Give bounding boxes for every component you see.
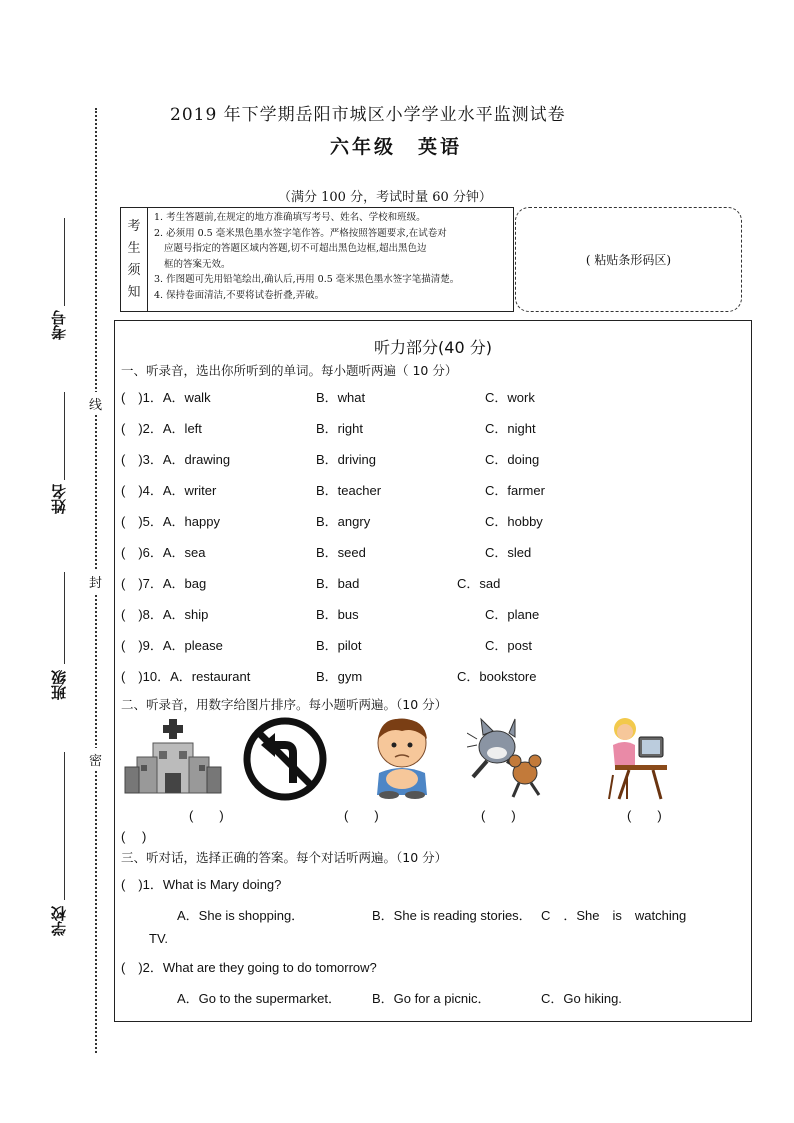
- option-c: C．plane: [485, 607, 540, 622]
- part3-heading: 三、听对话，选择正确的答案。每个对话听两遍。（10 分）: [121, 850, 448, 865]
- exam-number-field[interactable]: [64, 218, 66, 306]
- question-num-a: ( )10．A．restaurant: [121, 669, 251, 684]
- candidate-notice: [120, 207, 514, 312]
- girl-at-computer-icon: [605, 715, 667, 801]
- picture-order-blank[interactable]: ( ): [481, 808, 516, 823]
- class-label: 班级: [50, 670, 68, 700]
- dialog-option-c: C ．She is watching: [541, 908, 687, 923]
- dialog-option-a: A．She is shopping．: [177, 908, 305, 923]
- dialog-option-b: B．Go for a picnic．: [372, 991, 491, 1006]
- option-b: B．seed: [316, 545, 366, 560]
- picture-order-blank[interactable]: ( ): [189, 808, 224, 823]
- notice-heading: [121, 208, 148, 311]
- picture-order-blank[interactable]: ( ): [344, 808, 379, 823]
- dialog-option-c: C．Go hiking.: [541, 991, 622, 1006]
- barcode-label: ( 粘贴条形码区): [585, 253, 672, 267]
- exam-number-label: 考号: [50, 310, 68, 340]
- listening-section: [114, 320, 752, 1022]
- dialog-option-c-continued: TV.: [149, 931, 169, 946]
- option-c: C．work: [485, 390, 535, 405]
- notice-item: 3. 作图题可先用铅笔绘出,确认后,再用 0.5 毫米黑色墨水签字笔描清楚。: [154, 274, 460, 285]
- barcode-area[interactable]: [515, 207, 742, 312]
- notice-item: 4. 保持卷面清洁,不要将试卷折叠,弄破。: [154, 289, 325, 301]
- picture-order-blank[interactable]: ( ): [121, 829, 147, 844]
- notice-item: 框的答案无效。: [164, 258, 231, 270]
- option-b: B．gym: [316, 669, 363, 684]
- score-time-line: （满分 100 分，考试时量 60 分钟）: [278, 190, 492, 205]
- option-b: B．pilot: [316, 638, 362, 653]
- option-c: C．post: [485, 638, 532, 653]
- notice-head-char: 生: [127, 240, 141, 256]
- dialog-question-1: ( )1．What is Mary doing?: [121, 877, 282, 892]
- picture-order-blank[interactable]: ( ): [627, 808, 662, 823]
- question-num-a: ( )5．A．happy: [121, 514, 220, 529]
- notice-item: 应题号指定的答题区域内答题,切不可超出黑色边框,超出黑色边: [164, 243, 427, 254]
- notice-item: 1. 考生答题前,在规定的地方准确填写考号、姓名、学校和班级。: [154, 212, 426, 223]
- exam-subtitle: 六年级 英语: [330, 136, 463, 158]
- option-b: B．angry: [316, 514, 371, 529]
- dialog-option-a: A．Go to the supermarket．: [177, 991, 342, 1006]
- option-b: B．right: [316, 421, 363, 436]
- notice-head-char: 考: [127, 218, 141, 234]
- notice-item: 2. 必须用 0.5 毫米黑色墨水签字笔作答。严格按照答题要求,在试卷对: [154, 227, 447, 239]
- no-left-turn-sign-icon: [243, 717, 327, 801]
- option-c: C．doing: [485, 452, 540, 467]
- question-num-a: ( )3．A．drawing: [121, 452, 231, 467]
- part1-heading: 一、听录音，选出你所听到的单词。每小题听两遍（ 10 分）: [121, 363, 458, 378]
- cat-and-mouse-icon: [467, 717, 551, 799]
- option-c: C．farmer: [485, 483, 545, 498]
- option-c: C．sled: [485, 545, 532, 560]
- name-label: 姓名: [50, 484, 68, 514]
- option-c: C．bookstore: [457, 669, 537, 684]
- question-num-a: ( )9．A．please: [121, 638, 223, 653]
- school-field[interactable]: [64, 752, 66, 900]
- school-label: 学校: [50, 906, 68, 936]
- part2-heading: 二、听录音，用数字给图片排序。每小题听两遍。（10 分）: [121, 697, 448, 712]
- question-num-a: ( )7．A．bag: [121, 576, 207, 591]
- option-c: C．sad: [457, 576, 501, 591]
- question-num-a: ( )2．A．left: [121, 421, 202, 436]
- hospital-icon: [123, 717, 223, 799]
- option-b: B．teacher: [316, 483, 382, 498]
- option-b: B．what: [316, 390, 366, 405]
- question-num-a: ( )6．A．sea: [121, 545, 206, 560]
- notice-head-char: 知: [127, 284, 141, 300]
- question-num-a: ( )4．A．writer: [121, 483, 217, 498]
- option-b: B．bad: [316, 576, 360, 591]
- name-field[interactable]: [64, 392, 66, 480]
- class-field[interactable]: [64, 572, 66, 664]
- notice-body: [148, 208, 513, 311]
- question-num-a: ( )8．A．ship: [121, 607, 209, 622]
- binding-char-seal: 封: [89, 570, 102, 593]
- dialog-question-2: ( )2．What are they going to do tomorrow?: [121, 960, 377, 975]
- sad-boy-icon: [365, 715, 439, 801]
- section-title: 听力部分(40 分): [374, 338, 492, 357]
- binding-char-secret: 密: [89, 748, 102, 771]
- option-b: B．bus: [316, 607, 359, 622]
- option-b: B．driving: [316, 452, 376, 467]
- option-c: C．hobby: [485, 514, 543, 529]
- dialog-option-b: B．She is reading stories．: [372, 908, 532, 923]
- question-num-a: ( )1．A．walk: [121, 390, 211, 405]
- binding-char-line: 线: [89, 392, 102, 415]
- notice-head-char: 须: [127, 262, 141, 278]
- option-c: C．night: [485, 421, 536, 436]
- exam-title: 2019 年下学期岳阳市城区小学学业水平监测试卷: [170, 105, 566, 125]
